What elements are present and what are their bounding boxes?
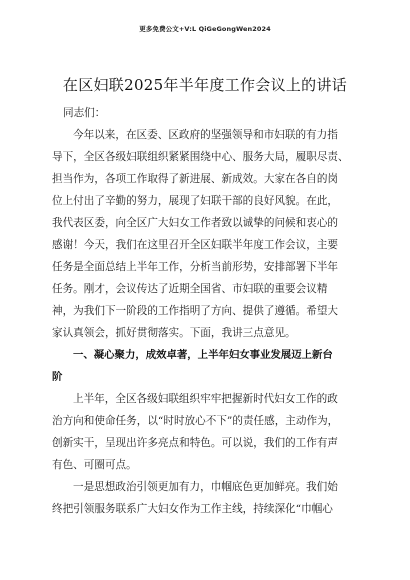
heading-line: 一、凝心聚力，成效卓著，上半年妇女事业发展迈上新台	[73, 349, 333, 361]
paragraph-line: 任务是全面总结上半年工作，分析当前形势，安排部署下半年	[52, 261, 339, 273]
document-body	[52, 102, 354, 520]
section-heading-1	[52, 344, 354, 388]
paragraph-line: 神，为我们下一阶段的工作指明了方向、提供了遵循。希望大	[52, 305, 339, 317]
document-title: 在区妇联2025年半年度工作会议上的讲话	[62, 76, 348, 94]
paragraph-line: 家认真领会，抓好贯彻落实。下面，我讲三点意见。	[52, 327, 296, 339]
section-paragraph	[52, 476, 354, 520]
paragraph-line: 上半年，全区各级妇联组织牢牢把握新时代妇女工作的政	[73, 393, 338, 405]
heading-line: 阶	[52, 371, 63, 383]
opening-paragraph	[52, 124, 354, 344]
paragraph-line: 任务。刚才，会议传达了近期全国省、市妇联的重要会议精	[52, 283, 328, 295]
paragraph-line: 有色、可圈可点。	[52, 459, 137, 471]
paragraph-line: 感谢！今天，我们在这里召开全区妇联半年度工作会议，主要	[52, 239, 339, 251]
paragraph-line: 治方向和使命任务，以“时时放心不下”的责任感，主动作为，	[52, 415, 339, 427]
section-paragraph	[52, 388, 354, 476]
salutation: 同志们：	[63, 107, 106, 119]
paragraph-line: 导下，全区各级妇联组织紧紧围绕中心、服务大局，履职尽责、	[52, 151, 349, 163]
paragraph-line: 一是思想政治引领更加有力，巾帼底色更加鲜亮。我们始	[73, 481, 338, 493]
paragraph-line: 创新实干，呈现出许多亮点和特色。可以说，我们的工作有声	[52, 437, 339, 449]
paragraph-line: 我代表区委，向全区广大妇女工作者致以诚挚的问候和衷心的	[52, 217, 339, 229]
paragraph-line: 终把引领服务联系广大妇女作为工作主线，持续深化“巾帼心	[52, 503, 333, 515]
paragraph-line: 担当作为，各项工作取得了新进展、新成效。大家在各自的岗	[52, 173, 339, 185]
paragraph-line: 位上付出了辛勤的努力，展现了妇联干部的良好风貌。在此，	[52, 195, 339, 207]
header-note: 更多免费公文+V:L QiGeGongWen2024	[139, 25, 271, 33]
paragraph-line: 今年以来，在区委、区政府的坚强领导和市妇联的有力指	[73, 129, 338, 141]
